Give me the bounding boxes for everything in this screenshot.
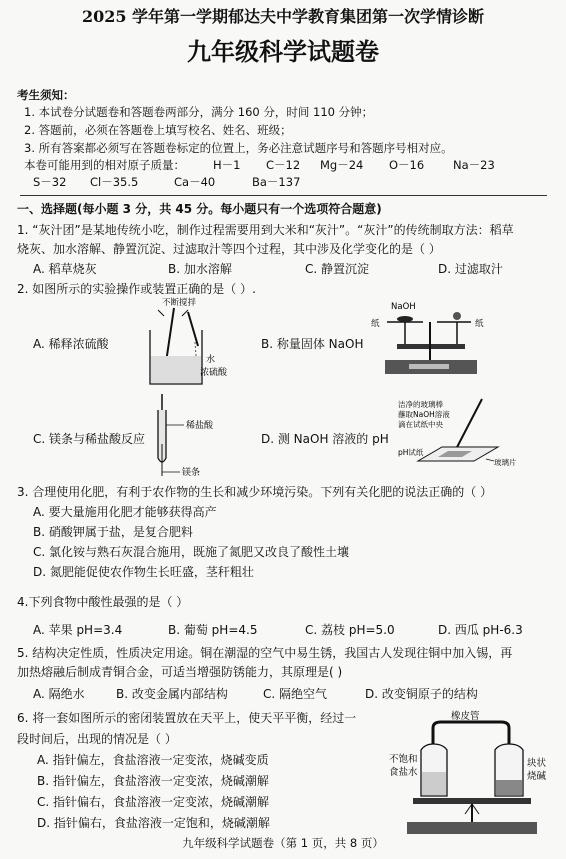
q6-option-b: B. 指针偏左，食盐溶液一定变浓，烧碱潮解 xyxy=(37,774,269,788)
atomic-mass-cl: Cl－35.5 xyxy=(90,175,139,189)
atomic-mass-h: H－1 xyxy=(213,158,241,172)
q1-option-b: B. 加水溶解 xyxy=(168,262,232,276)
atomic-mass-ca: Ca－40 xyxy=(174,175,216,189)
q2-option-d: D. 测 NaOH 溶液的 pH xyxy=(261,432,389,446)
atomic-mass-s: S－32 xyxy=(33,175,67,189)
figure-sealed-device xyxy=(385,710,555,838)
beaker-liquid xyxy=(151,356,201,383)
divider xyxy=(20,195,547,196)
ph-paper-label: pH试纸 xyxy=(398,448,424,457)
atomic-mass-c: C－12 xyxy=(266,158,301,172)
q2-option-a: A. 稀释浓硫酸 xyxy=(33,337,109,351)
exam-subtitle: 九年级科学试题卷 xyxy=(187,37,379,66)
page-footer: 九年级科学试题卷（第 1 页，共 8 页） xyxy=(182,836,384,850)
q1-option-a: A. 稻草烧灰 xyxy=(33,262,97,276)
glass-slide-label: 玻璃片 xyxy=(494,458,517,467)
q4-option-c: C. 荔枝 pH=5.0 xyxy=(305,623,395,637)
q1-line1: 1. “灰汁团”是某地传统小吃，制作过程需要用到大米和“灰汁”。“灰汁”的传统制取方法：稻草 xyxy=(17,223,514,237)
q2-option-b: B. 称量固体 NaOH xyxy=(261,337,364,351)
q6-option-c: C. 指针偏右，食盐溶液一定变浓，烧碱潮解 xyxy=(37,795,270,809)
left-label-2: 食盐水 xyxy=(389,767,418,778)
rod-note-1: 洁净的玻璃棒 xyxy=(398,400,443,409)
q1-option-d: D. 过滤取汁 xyxy=(438,262,503,276)
q5-option-b: B. 改变金属内部结构 xyxy=(116,687,228,701)
right-label-1: 块状 xyxy=(527,758,547,769)
rod-note-2: 蘸取NaOH溶液 xyxy=(398,410,450,419)
balance-stand xyxy=(407,822,537,834)
atomic-mass-mg: Mg－24 xyxy=(320,158,364,172)
atomic-mass-ba: Ba－137 xyxy=(252,175,301,189)
q4-option-b: B. 葡萄 pH=4.5 xyxy=(168,623,258,637)
naoh-pellets xyxy=(397,316,413,322)
atomic-mass-na: Na－23 xyxy=(453,158,495,172)
q5-line1: 5. 结构决定性质，性质决定用途。铜在潮湿的空气中易生锈，我国古人发现往铜中加入锡，再 xyxy=(17,646,513,660)
q3-option-c: C. 氯化铵与熟石灰混合施用，既施了氮肥又改良了酸性土壤 xyxy=(33,545,350,559)
glass-rod-ph xyxy=(454,399,482,453)
hcl-label: 稀盐酸 xyxy=(186,421,214,431)
weight xyxy=(453,312,461,320)
pouring-beaker xyxy=(188,312,198,346)
water-label: 水 xyxy=(206,355,216,365)
atomic-mass-o: O－16 xyxy=(389,158,425,172)
figure-ph-test xyxy=(398,399,518,475)
q4-option-d: D. 西瓜 pH-6.3 xyxy=(438,623,523,637)
figure-dilute-acid xyxy=(140,296,240,388)
left-label-1: 不饱和 xyxy=(389,754,418,765)
figure-test-tube xyxy=(150,394,260,480)
q1-line2: 烧灰、加水溶解、静置沉淀、过滤取汁等四个过程，其中涉及化学变化的是（ ） xyxy=(17,242,441,256)
q3-stem: 3. 合理使用化肥，有利于农作物的生长和减少环境污染。下列有关化肥的说法正确的（ ） xyxy=(17,485,493,499)
atomic-mass-label: 本卷可能用到的相对原子质量： xyxy=(24,158,185,172)
q6-line1: 6. 将一套如图所示的密闭装置放在天平上，使天平平衡，经过一 xyxy=(17,711,357,725)
right-label-2: 烧碱 xyxy=(527,771,547,782)
paper-left-label: 纸 xyxy=(371,319,380,329)
rod-note-3: 滴在试纸中央 xyxy=(398,420,443,429)
mg-label: 镁条 xyxy=(182,468,201,478)
q2-stem: 2. 如图所示的实验操作或装置正确的是（ ）. xyxy=(17,282,256,296)
q5-option-c: C. 隔绝空气 xyxy=(263,687,328,701)
q4-stem: 4.下列食物中酸性最强的是（ ） xyxy=(17,595,189,609)
rubber-tube xyxy=(433,722,509,744)
q5-option-a: A. 隔绝水 xyxy=(33,687,85,701)
q3-option-d: D. 氮肥能促使农作物生长旺盛，茎秆粗壮 xyxy=(33,565,254,579)
stir-label: 不断搅拌 xyxy=(162,298,197,308)
paper-right-label: 纸 xyxy=(475,319,484,329)
notice-item-3: 3. 所有答案都必须写在答题卷标定的位置上，务必注意试题序号和答题序号相对应。 xyxy=(24,141,453,155)
section-heading: 一、选择题(每小题 3 分，共 45 分。每小题只有一个选项符合题意) xyxy=(17,202,382,216)
figure-balance xyxy=(363,300,487,378)
notice-item-2: 2. 答题前，必须在答题卷上填写校名、姓名、班级； xyxy=(24,123,292,137)
q3-option-b: B. 硝酸钾属于盐，是复合肥料 xyxy=(33,525,193,539)
acid-label: 浓硫酸 xyxy=(200,368,228,378)
q3-option-a: A. 要大量施用化肥才能够获得高产 xyxy=(33,505,217,519)
q4-option-a: A. 苹果 pH=3.4 xyxy=(33,623,123,637)
balance-beam xyxy=(413,798,531,804)
q6-option-a: A. 指针偏左，食盐溶液一定变浓，烧碱变质 xyxy=(37,753,269,767)
q2-option-c: C. 镁条与稀盐酸反应 xyxy=(33,432,146,446)
q6-option-d: D. 指针偏右，食盐溶液一定饱和，烧碱潮解 xyxy=(37,816,270,830)
q5-line2: 加热熔融后制成青铜合金，可适当增强防锈能力，其原理是( ) xyxy=(17,665,343,679)
exam-title: 2025 学年第一学期郁达夫中学教育集团第一次学情诊断 xyxy=(81,7,485,26)
notice-item-1: 1. 本试卷分试题卷和答题卷两部分，满分 160 分，时间 110 分钟； xyxy=(24,105,374,119)
q1-option-c: C. 静置沉淀 xyxy=(305,262,370,276)
q5-option-d: D. 改变铜原子的结构 xyxy=(365,687,478,701)
rubber-tube-label: 橡皮管 xyxy=(451,711,480,722)
notice-heading: 考生须知： xyxy=(17,88,75,102)
naoh-label: NaOH xyxy=(391,302,416,312)
q6-line2: 段时间后，出现的情况是（ ） xyxy=(17,732,177,746)
